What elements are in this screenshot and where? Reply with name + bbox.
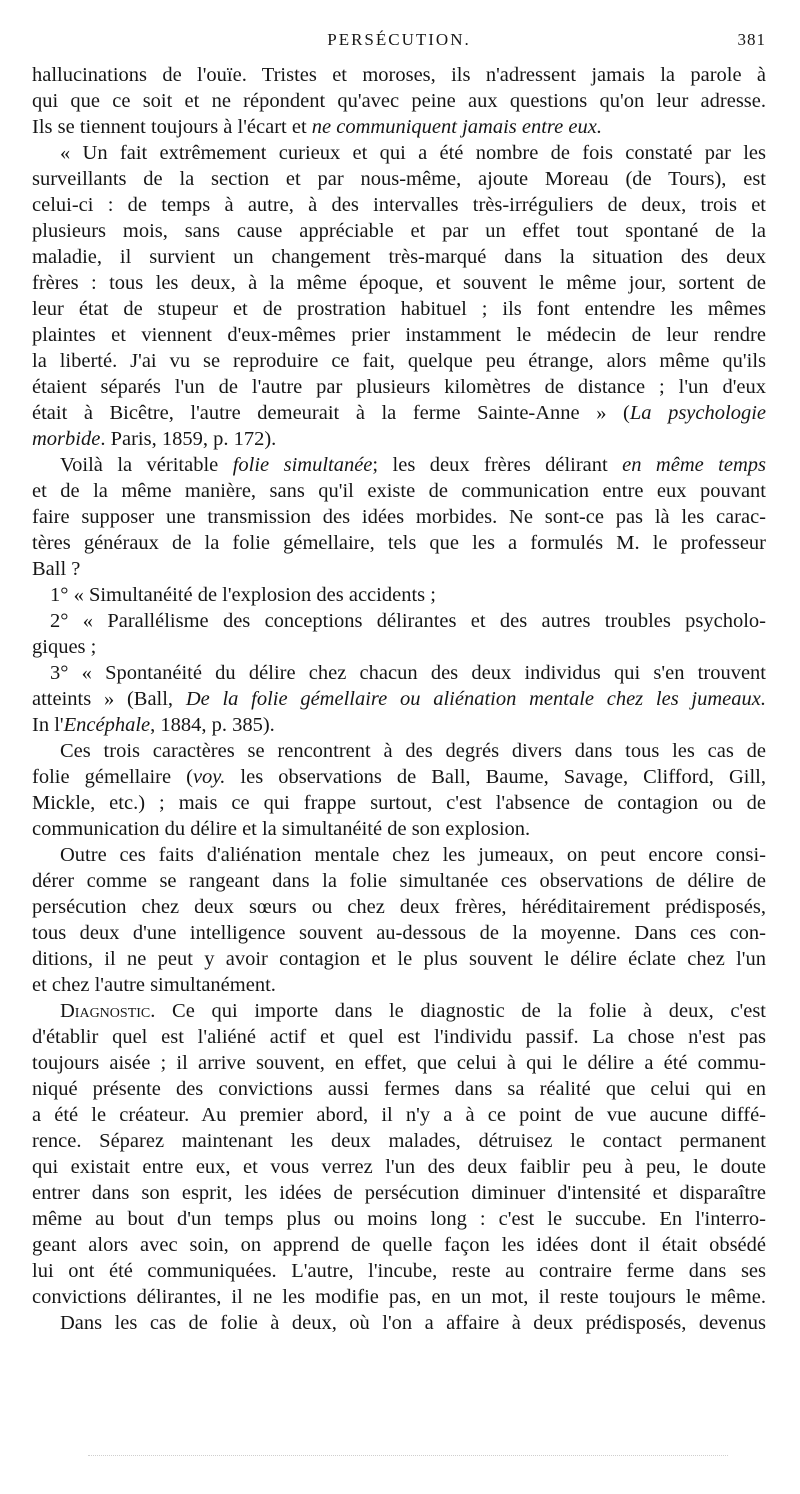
text-line [32, 426, 766, 452]
text-line: persécution chez deux sœurs ou chez deux frères, héréditairement prédisposés, [32, 896, 766, 918]
text-line: dérer comme se rangeant dans la folie simultanée ces observations de délire de [32, 870, 766, 892]
text-line: plaintes et viennent d'eux-mêmes prier instamment le médecin de leur rendre [32, 324, 766, 346]
text-line: celui-ci : de temps à autre, à des intervalles très-irréguliers de deux, trois et [32, 194, 766, 216]
text-line: lui ont été communiquées. L'autre, l'incube, reste au contraire ferme dans ses [32, 1260, 766, 1282]
body-text [32, 62, 766, 1336]
text-segment: les observations de Ball, Baume, Savage, Clifford, Gill, [225, 766, 766, 788]
section-heading: Diagnostic. [60, 1000, 156, 1022]
text-line: ditions, il ne peut y avoir contagion et le plus souvent le délire éclate chez l'un [32, 948, 766, 970]
text-line: qui existait entre eux, et vous verrez l'un des deux faiblir peu à peu, le doute [32, 1156, 766, 1178]
text-line: 2° « Parallélisme des conceptions délirantes et des autres troubles psycholo- [50, 610, 766, 632]
running-head [32, 30, 766, 54]
text-line: d'établir quel est l'aliéné actif et quel est l'individu passif. La chose n'est pas [32, 1026, 766, 1048]
text-segment: ; les deux frères délirant [372, 454, 608, 476]
text-line: Dans les cas de folie à deux, où l'on a affaire à deux prédisposés, devenus [60, 1312, 766, 1334]
text-line [32, 712, 766, 738]
text-segment: In l' [32, 714, 64, 736]
text-line: même au bout d'un temps plus ou moins long : c'est le succube. En l'interro- [32, 1208, 766, 1230]
text-line [32, 764, 766, 790]
text-line: frères : tous les deux, à la même époque, et souvent le même jour, sortent de [32, 272, 766, 294]
text-line [32, 452, 766, 478]
page-number: 381 [737, 30, 766, 49]
text-line: étaient séparés l'un de l'autre par plusieurs kilomètres de distance ; l'un d'eux [32, 376, 766, 398]
text-line [32, 114, 766, 140]
text-line: tères généraux de la folie gémellaire, tels que les a formulés M. le professeur [32, 532, 766, 554]
text-line [32, 400, 766, 426]
text-line: 1° « Simultanéité de l'explosion des accidents ; [50, 584, 436, 606]
text-line: Mickle, etc.) ; mais ce qui frappe surtout, c'est l'absence de contagion ou de [32, 792, 766, 814]
text-line: leur état de stupeur et de prostration habituel ; ils font entendre les mêmes [32, 298, 766, 320]
italic-text: Encéphale [63, 714, 151, 736]
italic-text: ne communiquent jamais entre eux. [311, 116, 602, 138]
text-line: niqué présente des convictions aussi fermes dans sa réalité que celui qui en [32, 1078, 766, 1100]
italic-text: voy. [192, 766, 226, 788]
text-line: Ces trois caractères se rencontrent à des degrés divers dans tous les cas de [60, 740, 766, 762]
italic-text: De la folie gémellaire ou aliénation mentale chez les jumeaux. [185, 688, 766, 710]
text-line: geant alors avec soin, on apprend de quelle façon les idées dont il était obsédé [32, 1234, 766, 1256]
text-line: faire supposer une transmission des idées morbides. Ne sont-ce pas là les carac- [32, 506, 766, 528]
text-segment: Voilà la véritable [60, 454, 219, 476]
text-line: plusieurs mois, sans cause appréciable et par un effet tout spontané de la [32, 220, 766, 242]
text-line: entrer dans son esprit, les idées de persécution diminuer d'intensité et disparaître [32, 1182, 766, 1204]
text-line: convictions délirantes, il ne les modifie pas, en un mot, il reste toujours le même. [32, 1286, 766, 1308]
text-line: surveillants de la section et par nous-même, ajoute Moreau (de Tours), est [32, 168, 766, 190]
text-segment: était à Bicêtre, l'autre demeurait à la ferme Sainte-Anne » ( [32, 402, 630, 424]
text-line: et chez l'autre simultanément. [32, 974, 276, 996]
italic-text: La psychologie [629, 402, 766, 424]
text-line: a été le créateur. Au premier abord, il n'y a à ce point de vue aucune diffé- [32, 1104, 766, 1126]
text-segment: , 1884, p. 385). [150, 714, 275, 736]
text-line: et de la même manière, sans qu'il existe de communication entre eux pouvant [32, 480, 766, 502]
text-line [32, 998, 766, 1024]
text-line: giques ; [32, 636, 97, 658]
text-segment: Ce qui importe dans le diagnostic de la folie à deux, c'est [155, 1000, 766, 1022]
text-line: qui que ce soit et ne répondent qu'avec peine aux questions qu'on leur adresse. [32, 90, 766, 112]
text-segment: . Paris, 1859, p. 172). [100, 428, 277, 450]
text-line: communication du délire et la simultanéité de son explosion. [32, 818, 531, 840]
italic-text: folie simultanée [232, 454, 373, 476]
text-line [32, 686, 766, 712]
text-line: toujours aisée ; il arrive souvent, en effet, que celui à qui le délire a été commu- [32, 1052, 766, 1074]
italic-text: en même temps [622, 454, 766, 476]
faint-bottom-traces [88, 1455, 728, 1462]
italic-text: morbide [32, 428, 101, 450]
text-segment: atteints » (Ball, [32, 688, 174, 710]
text-line: 3° « Spontanéité du délire chez chacun des deux individus qui s'en trouvent [50, 662, 766, 684]
running-title: PERSÉCUTION. [327, 30, 471, 49]
text-line: tous deux d'une intelligence souvent au-dessous de la moyenne. Dans ces con- [32, 922, 766, 944]
text-segment: Ils se tiennent toujours à l'écart et [32, 116, 307, 138]
text-line: maladie, il survient un changement très-marqué dans la situation des deux [32, 246, 766, 268]
text-segment: folie gémellaire ( [32, 766, 193, 788]
text-line: Outre ces faits d'aliénation mentale chez les jumeaux, on peut encore consi- [60, 844, 766, 866]
text-line: Ball ? [32, 558, 81, 580]
text-line: hallucinations de l'ouïe. Tristes et moroses, ils n'adressent jamais la parole à [32, 64, 766, 86]
text-line: rence. Séparez maintenant les deux malades, détruisez le contact permanent [32, 1130, 766, 1152]
text-line: « Un fait extrêmement curieux et qui a été nombre de fois constaté par les [60, 142, 766, 164]
text-line: la liberté. J'ai vu se reproduire ce fait, quelque peu étrange, alors même qu'ils [32, 350, 766, 372]
